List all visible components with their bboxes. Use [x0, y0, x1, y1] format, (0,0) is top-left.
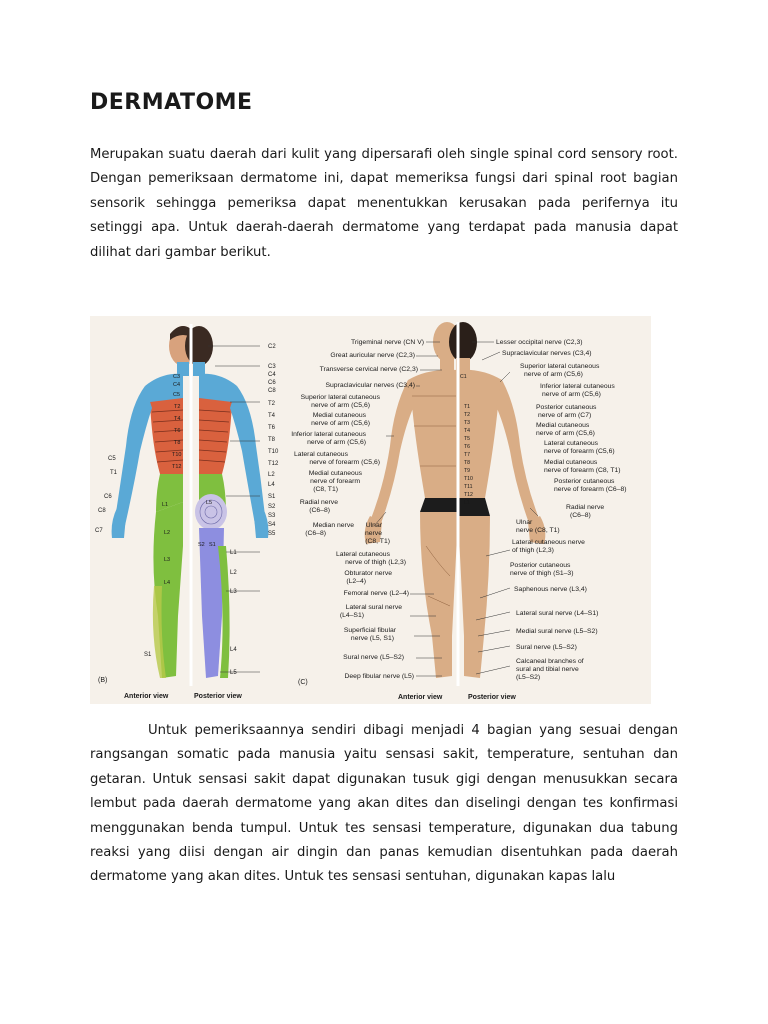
nerve-label: Supraclavicular nerves (C3,4) — [325, 382, 415, 389]
panel-b-label: C3 — [268, 364, 276, 370]
panel-b-label: C5 — [108, 456, 116, 462]
panel-b-label: T12 — [268, 461, 279, 467]
panel-b-label: C6 — [268, 380, 276, 386]
nerve-label: nerve of forearm (C6–8) — [554, 486, 627, 493]
body-label: L4 — [164, 580, 171, 586]
nerve-label: Great auricular nerve (C2,3) — [330, 352, 415, 359]
body-label: T4 — [174, 416, 181, 422]
spine-label: T2 — [464, 412, 471, 418]
panel-b-label: S2 — [268, 504, 276, 510]
panel-c-right-labels — [496, 339, 627, 681]
nerve-label: Lateral cutaneous nerve — [512, 539, 585, 546]
nerve-label: nerve of arm (C7) — [538, 412, 592, 419]
nerve-label: nerve of forearm — [310, 478, 360, 485]
panel-b-label: L2 — [230, 570, 237, 576]
nerve-label: Inferior lateral cutaneous — [291, 431, 366, 438]
nerve-label: Lateral sural nerve — [345, 604, 402, 611]
nerve-label: nerve — [364, 530, 382, 537]
intro-paragraph: Merupakan suatu daerah dari kulit yang dipersarafi oleh single spinal cord sensory root. Dengan pemeriksaan dermatome ini, dapat memeriksa fungsi dari spinal root bagian sensorik sehingga pemeriksa dapat menentukkan kerusakan pada perifernya itu setinggi apa. Untuk daerah-daerah dermatome yang terdapat pada manusia dapat dilihat dari gambar berikut. — [90, 147, 678, 260]
exam-paragraph: Untuk pemeriksaannya sendiri dibagi menjadi 4 bagian yang sesuai dengan rangsangan somatic pada manusia yaitu sensasi sakit, temperature, sentuhan dan getaran. Untuk sensasi sakit dapat digunakan tusuk gigi dengan menusukkan secara lembut pada daerah dermatome yang akan dites dan diselingi dengan tes konfirmasi menggunakan benda tumpul. Untuk tes sensasi temperature, digunakan dua tabung reaksi yang diisi dengan air dingin dan panas kemudian disentuhkan pada daerah dermatome yang akan dites. Untuk tes sensasi sentuhan, digunakan kapas lalu — [90, 723, 678, 885]
nerve-label: Posterior cutaneous — [510, 562, 571, 569]
panel-b-label: T2 — [268, 401, 276, 407]
nerve-label: Lateral cutaneous — [544, 440, 599, 447]
nerve-label: nerve of thigh (L2,3) — [345, 559, 406, 566]
nerve-label: nerve of arm (C5,6) — [311, 402, 370, 409]
spine-label: T3 — [464, 420, 471, 426]
panel-b-label: T6 — [268, 425, 276, 431]
nerve-label: Medial cutaneous — [312, 412, 366, 419]
nerve-label: Radial nerve — [566, 504, 605, 511]
nerve-label: Medial cutaneous — [544, 459, 598, 466]
body-label: T2 — [174, 404, 181, 410]
panel-b-label: T8 — [268, 437, 276, 443]
dermatome-figure — [90, 316, 651, 704]
nerve-label: Posterior cutaneous — [554, 478, 615, 485]
nerve-label: (L2–4) — [346, 578, 366, 585]
nerve-label: Ulnar — [516, 519, 533, 526]
body-label: T10 — [172, 452, 182, 458]
nerve-label: Lateral cutaneous — [335, 551, 390, 558]
nerve-label: (C6–8) — [309, 507, 330, 514]
body-label: L3 — [164, 557, 171, 563]
nerve-label: nerve of forearm (C5,6) — [544, 448, 615, 455]
nerve-label: (C8, T1) — [313, 486, 338, 493]
body-label: T12 — [172, 464, 182, 470]
panel-b-label: L2 — [268, 472, 275, 478]
nerve-label: Obturator nerve — [344, 570, 392, 577]
panel-b-label: T1 — [110, 470, 118, 476]
nerve-label: nerve of thigh (S1–3) — [510, 570, 574, 577]
spine-label: T1 — [464, 404, 471, 410]
spine-label: T12 — [464, 492, 473, 498]
page-title: DERMATOME — [90, 90, 253, 115]
nerve-label: Medial cutaneous — [308, 470, 362, 477]
body-label: S1 — [209, 542, 216, 548]
nerve-label: nerve of arm (C5,6) — [536, 430, 595, 437]
nerve-label: nerve of arm (C5,6) — [307, 439, 366, 446]
nerve-label: nerve of arm (C5,6) — [311, 420, 370, 427]
panel-b-label: S1 — [144, 652, 152, 658]
body-label: C4 — [173, 382, 181, 388]
nerve-label: Transverse cervical nerve (C2,3) — [319, 366, 418, 373]
nerve-label: nerve (L5, S1) — [350, 635, 394, 642]
nerve-label: Medial sural nerve (L5–S2) — [516, 628, 598, 635]
body-label: S2 — [198, 542, 205, 548]
body-label: C3 — [173, 374, 181, 380]
spine-label: T4 — [464, 428, 471, 434]
nerve-label: Inferior lateral cutaneous — [540, 383, 615, 390]
panel-c-tag: (C) — [298, 679, 308, 686]
panel-b-anterior-caption: Anterior view — [124, 693, 169, 700]
panel-c-captions — [298, 679, 516, 701]
posterior-body-b — [185, 326, 268, 678]
spine-label: T8 — [464, 460, 471, 466]
nerve-label: nerve of arm (C5,6) — [542, 391, 601, 398]
nerve-label: (L4–S1) — [339, 612, 364, 619]
panel-c-anterior-caption: Anterior view — [398, 694, 443, 701]
nerve-label: Superior lateral cutaneous — [520, 363, 600, 370]
nerve-label: nerve of forearm (C5,6) — [309, 459, 380, 466]
panel-b-label: C8 — [268, 388, 276, 394]
spine-label: T5 — [464, 436, 471, 442]
nerve-label: Superior lateral cutaneous — [300, 394, 380, 401]
panel-b-label: S4 — [268, 522, 276, 528]
nerve-label: Lateral sural nerve (L4–S1) — [516, 610, 599, 617]
nerve-label: Trigeminal nerve (CN V) — [350, 339, 424, 346]
nerve-label: Supraclavicular nerves (C3,4) — [502, 350, 592, 357]
panel-b-label: L4 — [230, 647, 237, 653]
nerve-label: Sural nerve (L5–S2) — [343, 654, 404, 661]
panel-b-label: T4 — [268, 413, 276, 419]
spine-label: T9 — [464, 468, 471, 474]
panel-c-posterior-caption: Posterior view — [468, 694, 516, 701]
nerve-label: nerve of arm (C5,6) — [524, 371, 583, 378]
nerve-label: Radial nerve — [299, 499, 338, 506]
panel-b-label: C6 — [104, 494, 112, 500]
nerve-label: (C6–8) — [305, 530, 326, 537]
panel-b-label: L5 — [230, 670, 237, 676]
spine-label: T7 — [464, 452, 471, 458]
spine-label: T6 — [464, 444, 471, 450]
nerve-label: Saphenous nerve (L3,4) — [514, 586, 587, 593]
panel-b-label: C8 — [98, 508, 106, 514]
panel-b-label: C2 — [268, 344, 276, 350]
nerve-label: Ulnar — [365, 522, 382, 529]
body-label: T8 — [174, 440, 181, 446]
nerve-label: (C6–8) — [570, 512, 591, 519]
panel-b-label: L4 — [268, 482, 275, 488]
panel-b-label: C7 — [95, 528, 103, 534]
anterior-body-b — [112, 326, 197, 678]
nerve-label: Medial cutaneous — [536, 422, 590, 429]
nerve-label: Median nerve — [312, 522, 354, 529]
body-label: C5 — [173, 392, 181, 398]
panel-b-label: L1 — [230, 550, 237, 556]
nerve-label: (L5–S2) — [516, 674, 541, 681]
nerve-label: Sural nerve (L5–S2) — [516, 644, 577, 651]
nerve-label: nerve (C8, T1) — [516, 527, 560, 534]
nerve-label: nerve of forearm (C8, T1) — [544, 467, 621, 474]
panel-b-body — [112, 324, 269, 686]
body-label: L1 — [162, 502, 169, 508]
nerve-label: (C8, T1) — [365, 538, 390, 545]
nerve-label: Posterior cutaneous — [536, 404, 597, 411]
spine-label: T11 — [464, 484, 473, 490]
body-label: T6 — [174, 428, 181, 434]
nerve-label: Deep fibular nerve (L5) — [344, 673, 414, 680]
panel-b-label: S5 — [268, 531, 276, 537]
nerve-label: sural and tibial nerve — [516, 666, 579, 673]
spine-label: C1 — [460, 374, 467, 380]
nerve-label: Femoral nerve (L2–4) — [343, 590, 409, 597]
nerve-label: Superficial fibular — [343, 627, 396, 634]
panel-b-captions — [98, 677, 242, 700]
body-label: L2 — [164, 530, 171, 536]
panel-b-label: C4 — [268, 372, 276, 378]
spine-label: T10 — [464, 476, 473, 482]
panel-b-posterior-caption: Posterior view — [194, 693, 242, 700]
panel-b-label: S1 — [268, 494, 276, 500]
nerve-label: Lateral cutaneous — [293, 451, 348, 458]
spine-label: L1 — [464, 500, 470, 506]
panel-b-tag: (B) — [98, 677, 108, 684]
body-label: L5 — [206, 500, 213, 506]
nerve-label: of thigh (L2,3) — [512, 547, 554, 554]
nerve-label: Calcaneal branches of — [516, 658, 584, 665]
nerve-label: Lesser occipital nerve (C2,3) — [496, 339, 583, 346]
panel-b-label: T10 — [268, 449, 279, 455]
panel-b-label: S3 — [268, 513, 276, 519]
panel-b-label: L3 — [230, 589, 237, 595]
